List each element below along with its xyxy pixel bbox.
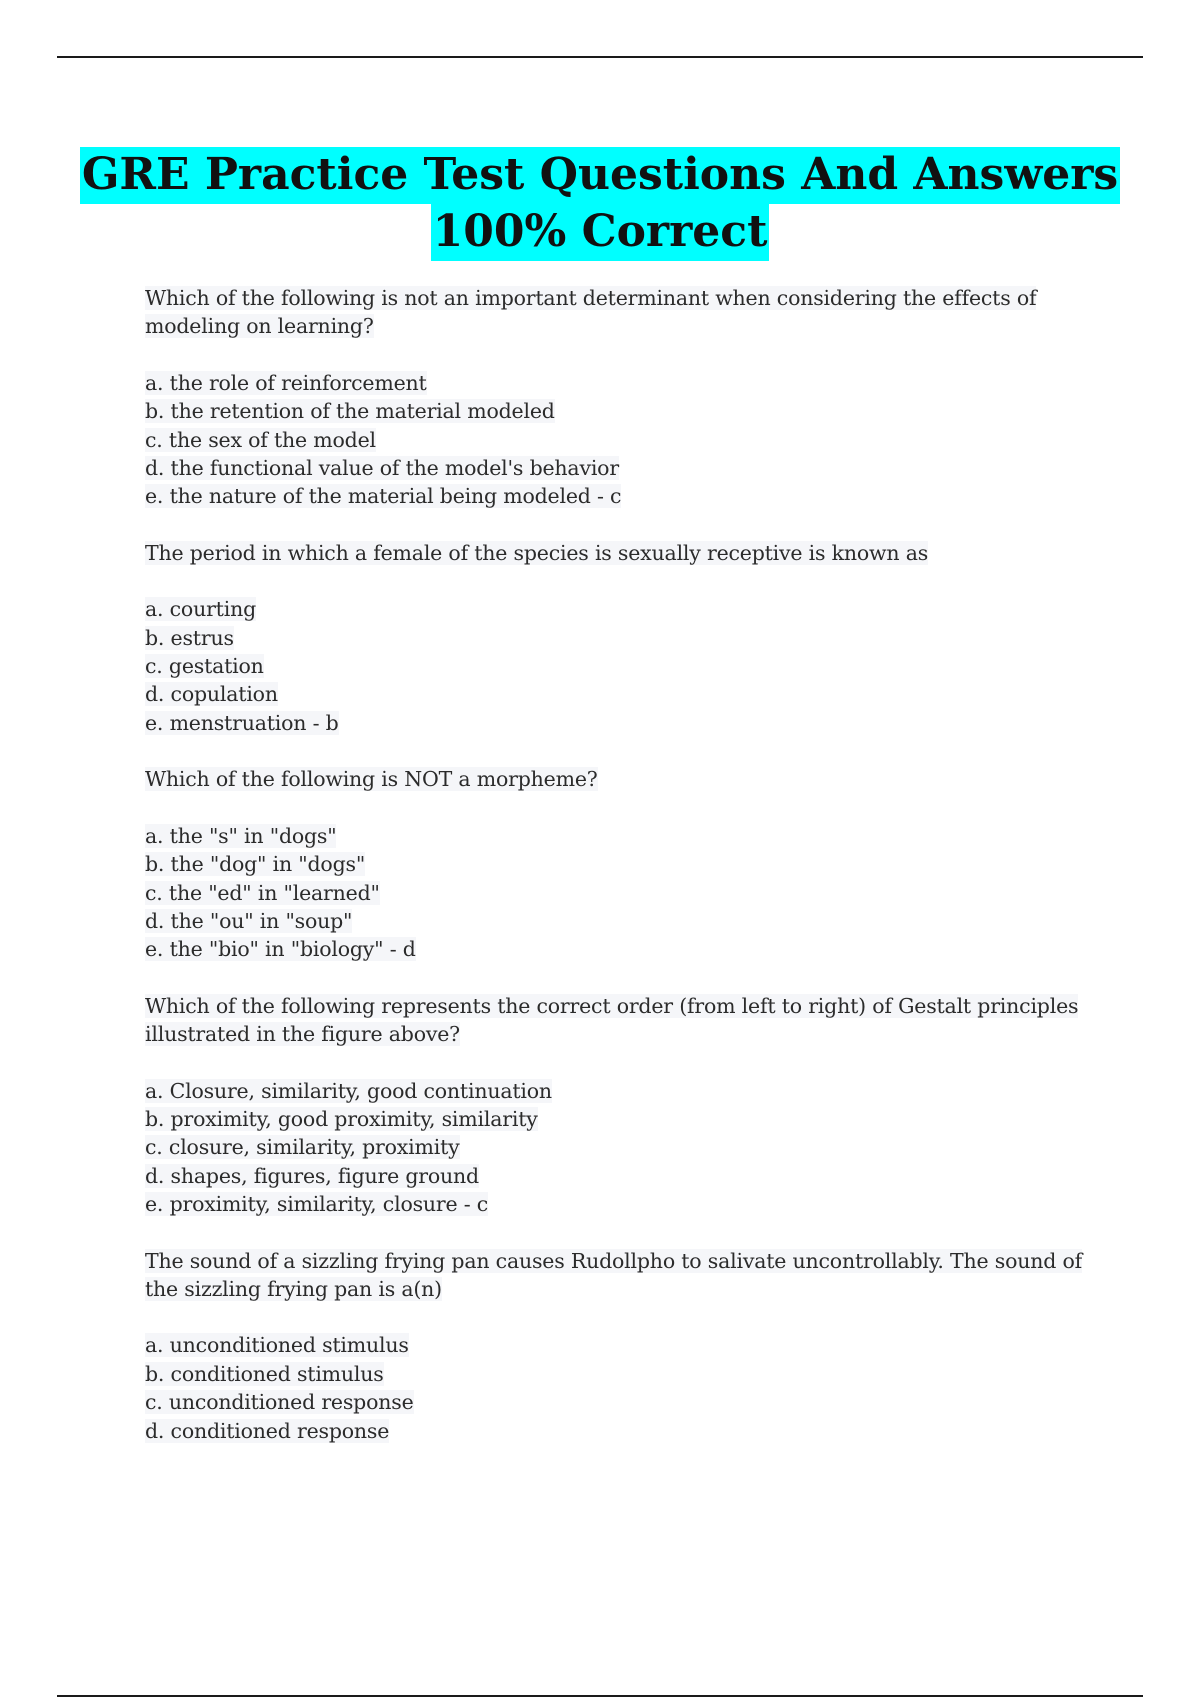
title-line-1: GRE Practice Test Questions And Answers	[80, 147, 1120, 204]
answer-option: d. the functional value of the model's behavior	[145, 456, 619, 481]
answer-option: c. the "ed" in "learned"	[145, 880, 380, 905]
question-text: Which of the following is not an important determinant when considering the effects of modeling on learning?	[145, 286, 1037, 339]
answer-option: c. unconditioned response	[145, 1390, 414, 1415]
answer-options	[145, 369, 1085, 511]
answer-option: e. the "bio" in "biology" - d	[145, 937, 416, 962]
bottom-rule	[57, 1695, 1143, 1697]
answer-option: a. the role of reinforcement	[145, 370, 427, 395]
question-block-5	[145, 1247, 1085, 1445]
question-block-4	[145, 992, 1085, 1219]
answer-option: c. closure, similarity, proximity	[145, 1135, 460, 1160]
answer-options	[145, 1077, 1085, 1219]
question-text: The sound of a sizzling frying pan causes Rudollpho to salivate uncontrollably. The sound of the sizzling frying pan is a(n)	[145, 1248, 1082, 1301]
answer-option: a. courting	[145, 597, 257, 622]
top-rule	[57, 56, 1143, 58]
page-title	[0, 146, 1200, 260]
answer-option: d. shapes, figures, figure ground	[145, 1163, 479, 1188]
answer-option: b. proximity, good proximity, similarity	[145, 1106, 538, 1131]
question-block-1	[145, 284, 1085, 511]
answer-option: c. gestation	[145, 654, 264, 679]
question-block-2	[145, 539, 1085, 737]
answer-options	[145, 1331, 1085, 1445]
question-block-3	[145, 765, 1085, 963]
title-line-2: 100% Correct	[431, 204, 770, 261]
answer-option: a. the "s" in "dogs"	[145, 823, 337, 848]
answer-option: b. conditioned stimulus	[145, 1361, 384, 1386]
answer-option: e. menstruation - b	[145, 710, 339, 735]
answer-option: d. copulation	[145, 682, 278, 707]
question-text: Which of the following is NOT a morpheme?	[145, 767, 598, 792]
answer-option: e. the nature of the material being modeled - c	[145, 484, 622, 509]
answer-option: b. the retention of the material modeled	[145, 399, 555, 424]
answer-option: b. estrus	[145, 625, 234, 650]
answer-options	[145, 822, 1085, 964]
question-text: Which of the following represents the correct order (from left to right) of Gestalt principles illustrated in the figure above?	[145, 993, 1079, 1047]
answer-option: d. conditioned response	[145, 1418, 390, 1443]
answer-option: b. the "dog" in "dogs"	[145, 852, 366, 877]
answer-option: c. the sex of the model	[145, 427, 376, 452]
answer-option: a. Closure, similarity, good continuation	[145, 1078, 552, 1103]
answer-option: e. proximity, similarity, closure - c	[145, 1192, 489, 1217]
answer-option: a. unconditioned stimulus	[145, 1333, 409, 1358]
question-list	[145, 284, 1085, 1473]
question-text: The period in which a female of the species is sexually receptive is known as	[145, 540, 929, 565]
answer-option: d. the "ou" in "soup"	[145, 908, 353, 933]
answer-options	[145, 595, 1085, 737]
